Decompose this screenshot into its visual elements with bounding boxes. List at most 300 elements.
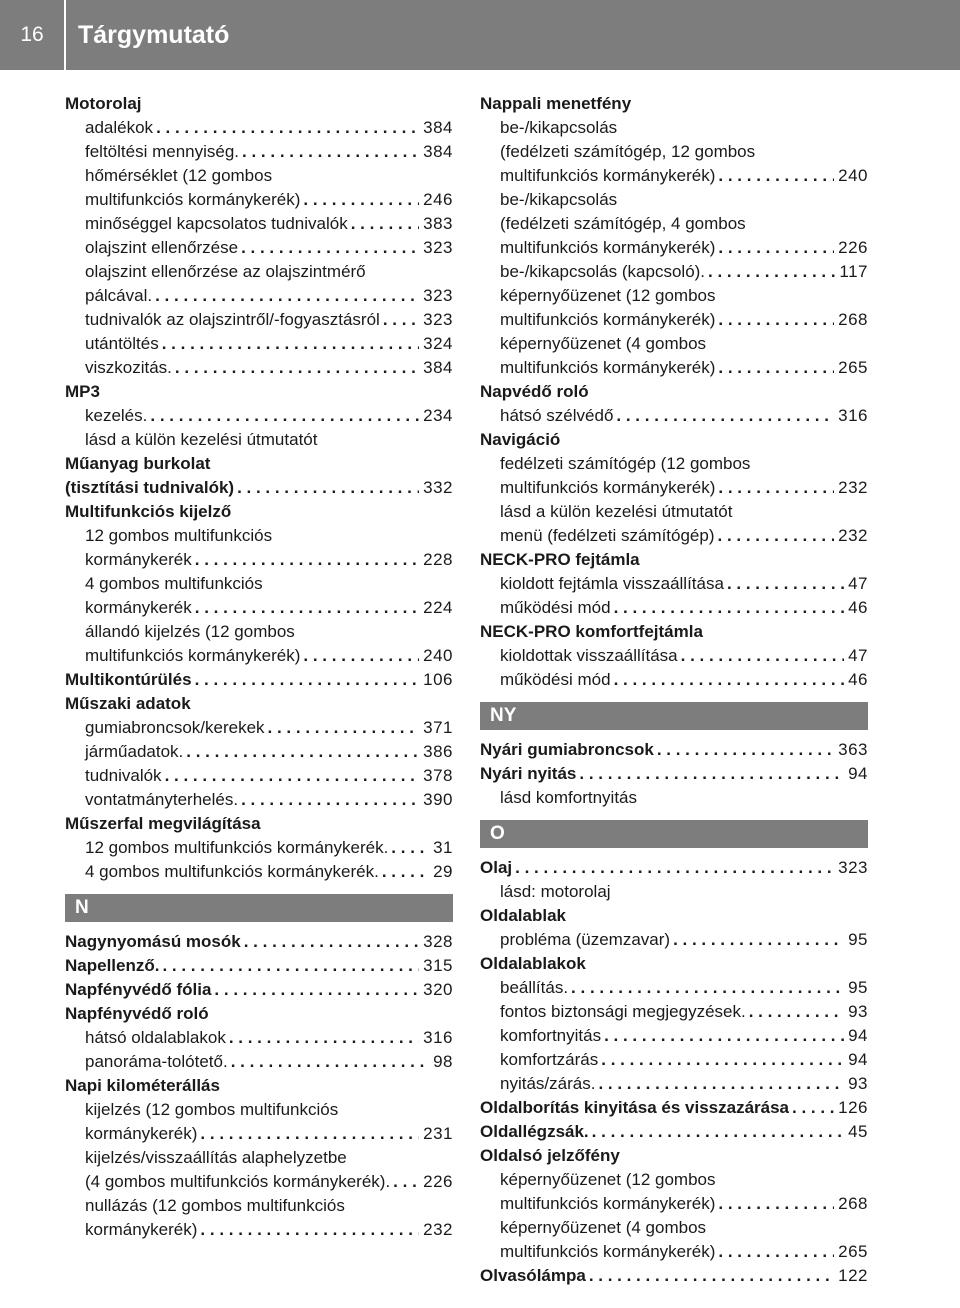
index-subentry <box>65 1146 453 1170</box>
index-subentry <box>480 404 868 428</box>
dot-leader <box>681 644 844 668</box>
entry-label: hátsó oldalablakok <box>85 1028 226 1047</box>
page-reference: 324 <box>423 334 453 353</box>
dot-leader <box>718 1240 834 1264</box>
page-header <box>0 0 960 70</box>
page-reference: 93 <box>848 1074 868 1093</box>
page-reference: 265 <box>838 358 868 377</box>
entry-label: Napi kilométerállás <box>65 1076 220 1095</box>
page-reference: 384 <box>423 358 453 377</box>
index-entry <box>65 668 453 692</box>
index-subentry <box>480 116 868 140</box>
page-reference: 390 <box>423 790 453 809</box>
page-reference: 31 <box>433 838 453 857</box>
dot-leader <box>241 236 419 260</box>
entry-label: menü (fedélzeti számítógép) <box>500 526 715 545</box>
entry-label: Műanyag burkolat <box>65 454 211 473</box>
entry-label: NECK-PRO komfortfejtámla <box>480 622 703 641</box>
dot-leader <box>391 836 429 860</box>
index-entry <box>480 548 868 572</box>
section-letter: O <box>480 820 868 848</box>
entry-label: Oldallégzsák. <box>480 1122 589 1141</box>
entry-label: tudnivalók <box>85 766 162 785</box>
page-reference: 106 <box>423 670 453 689</box>
index-subentry <box>480 668 868 692</box>
entry-label: Nyári nyitás <box>480 764 577 783</box>
index-subentry <box>65 260 453 284</box>
index-subentry <box>65 572 453 596</box>
entry-label: kezelés. <box>85 406 148 425</box>
page-reference: 234 <box>423 406 453 425</box>
entry-label: multifunkciós kormánykerék) <box>500 166 716 185</box>
dot-leader <box>749 1000 844 1024</box>
page-reference: 98 <box>433 1052 453 1071</box>
entry-label: képernyőüzenet (4 gombos <box>500 1218 707 1237</box>
page-reference: 46 <box>848 670 868 689</box>
dot-leader <box>155 284 419 308</box>
index-column-left <box>65 92 453 1242</box>
index-entry <box>480 1144 868 1168</box>
page-reference: 323 <box>423 286 453 305</box>
index-entry <box>480 1120 868 1144</box>
entry-label: működési mód <box>500 598 611 617</box>
entry-label: (fedélzeti számítógép, 12 gombos <box>500 142 756 161</box>
entry-label: feltöltési mennyiség. <box>85 142 240 161</box>
page-reference: 265 <box>838 1242 868 1261</box>
dot-leader <box>162 332 419 356</box>
index-subentry <box>65 1122 453 1146</box>
page-reference: 316 <box>838 406 868 425</box>
entry-label: adalékok <box>85 118 154 137</box>
entry-label: beállítás. <box>500 978 569 997</box>
section-letter: N <box>65 894 453 922</box>
entry-label: Multifunkciós kijelző <box>65 502 232 521</box>
index-subentry <box>480 1048 868 1072</box>
page-reference: 95 <box>848 930 868 949</box>
index-subentry <box>480 356 868 380</box>
dot-leader <box>718 308 834 332</box>
index-subentry <box>480 1072 868 1096</box>
entry-label: probléma (üzemzavar) <box>500 930 671 949</box>
page-reference: 384 <box>423 118 453 137</box>
entry-label: Napfényvédő fólia <box>65 980 212 999</box>
dot-leader <box>718 356 834 380</box>
dot-leader <box>598 1072 844 1096</box>
entry-label: komfortzárás <box>500 1050 599 1069</box>
entry-label: Oldalablak <box>480 906 566 925</box>
index-subentry <box>480 260 868 284</box>
index-subentry <box>65 212 453 236</box>
index-subentry <box>65 764 453 788</box>
entry-label: olajszint ellenőrzése <box>85 238 239 257</box>
page-reference: 315 <box>423 956 453 975</box>
index-subentry <box>65 1098 453 1122</box>
entry-label: be-/kikapcsolás <box>500 190 618 209</box>
dot-leader <box>571 976 844 1000</box>
index-column-right <box>480 92 868 1288</box>
entry-label: kijelzés (12 gombos multifunkciós <box>85 1100 339 1119</box>
dot-leader <box>515 856 834 880</box>
index-subentry <box>65 836 453 860</box>
page-reference: 328 <box>423 932 453 951</box>
index-subentry <box>65 716 453 740</box>
entry-label: NECK-PRO fejtámla <box>480 550 640 569</box>
entry-label: kioldottak visszaállítása <box>500 646 678 665</box>
page-reference: 323 <box>423 310 453 329</box>
page-reference: 240 <box>423 646 453 665</box>
index-subentry <box>65 860 453 884</box>
index-subentry <box>65 308 453 332</box>
entry-label: 12 gombos multifunkciós <box>85 526 273 545</box>
dot-leader <box>162 954 419 978</box>
entry-label: multifunkciós kormánykerék) <box>500 238 716 257</box>
index-entry <box>65 452 453 476</box>
entry-label: viszkozitás. <box>85 358 172 377</box>
dot-leader <box>244 930 419 954</box>
entry-label: multifunkciós kormánykerék) <box>500 478 716 497</box>
entry-label: Multikontúrülés <box>65 670 192 689</box>
index-subentry <box>65 140 453 164</box>
entry-label: Navigáció <box>480 430 561 449</box>
page-reference: 246 <box>423 190 453 209</box>
index-subentry <box>480 572 868 596</box>
dot-leader <box>718 1192 834 1216</box>
index-subentry <box>65 404 453 428</box>
entry-label: be-/kikapcsolás <box>500 118 618 137</box>
page-reference: 363 <box>838 740 868 759</box>
page-reference: 226 <box>423 1172 453 1191</box>
dot-leader <box>614 668 845 692</box>
index-entry <box>65 954 453 978</box>
dot-leader <box>616 404 834 428</box>
entry-label: gumiabroncsok/kerekek <box>85 718 265 737</box>
index-subentry <box>65 1218 453 1242</box>
index-subentry <box>480 236 868 260</box>
index-entry <box>480 620 868 644</box>
index-subentry <box>480 596 868 620</box>
index-subentry <box>480 188 868 212</box>
dot-leader <box>792 1096 834 1120</box>
dot-leader <box>657 738 834 762</box>
entry-label: kormánykerék <box>85 550 192 569</box>
entry-label: kioldott fejtámla visszaállítása <box>500 574 724 593</box>
page-reference: 122 <box>838 1266 868 1285</box>
entry-label: hátsó szélvédő <box>500 406 614 425</box>
entry-label: lásd: motorolaj <box>500 882 611 901</box>
entry-label: Nyári gumiabroncsok <box>480 740 654 759</box>
index-entry <box>480 428 868 452</box>
dot-leader <box>351 212 419 236</box>
entry-label: 12 gombos multifunkciós kormánykerék. <box>85 838 389 857</box>
page-reference: 45 <box>848 1122 868 1141</box>
dot-leader <box>708 260 835 284</box>
index-entry <box>65 500 453 524</box>
index-subentry <box>480 500 868 524</box>
entry-label: Olaj <box>480 858 513 877</box>
index-entry <box>480 380 868 404</box>
entry-label: Motorolaj <box>65 94 142 113</box>
dot-leader <box>241 788 419 812</box>
index-entry <box>480 856 868 880</box>
dot-leader <box>237 476 419 500</box>
entry-label: lásd a külön kezelési útmutatót <box>85 430 318 449</box>
dot-leader <box>214 978 419 1002</box>
page-reference: 383 <box>423 214 453 233</box>
entry-label: Oldalborítás kinyitása és visszazárása <box>480 1098 790 1117</box>
page-reference: 226 <box>838 238 868 257</box>
index-subentry <box>65 1026 453 1050</box>
index-subentry <box>65 164 453 188</box>
dot-leader <box>727 572 844 596</box>
dot-leader <box>303 188 419 212</box>
page-reference: 386 <box>423 742 453 761</box>
entry-label: pálcával. <box>85 286 153 305</box>
index-entry <box>480 738 868 762</box>
page-reference: 231 <box>423 1124 453 1143</box>
page-reference: 126 <box>838 1098 868 1117</box>
dot-leader <box>718 476 834 500</box>
page-reference: 232 <box>423 1220 453 1239</box>
dot-leader <box>579 762 844 786</box>
entry-label: lásd a külön kezelési útmutatót <box>500 502 733 521</box>
page-reference: 268 <box>838 310 868 329</box>
entry-label: multifunkciós kormánykerék) <box>85 646 301 665</box>
entry-label: Műszaki adatok <box>65 694 191 713</box>
page-reference: 240 <box>838 166 868 185</box>
entry-label: lásd komfortnyitás <box>500 788 637 807</box>
dot-leader <box>592 1120 844 1144</box>
index-entry <box>65 692 453 716</box>
index-subentry <box>480 644 868 668</box>
page-reference: 47 <box>848 574 868 593</box>
index-subentry <box>480 1192 868 1216</box>
index-subentry <box>65 548 453 572</box>
index-subentry <box>480 524 868 548</box>
page-reference: 378 <box>423 766 453 785</box>
page-reference: 332 <box>423 478 453 497</box>
dot-leader <box>175 356 419 380</box>
index-subentry <box>65 1050 453 1074</box>
entry-label: fontos biztonsági megjegyzések. <box>500 1002 746 1021</box>
page-reference: 316 <box>423 1028 453 1047</box>
entry-label: multifunkciós kormánykerék) <box>85 190 301 209</box>
page-reference: 117 <box>839 262 868 281</box>
page-title: Tárgymutató <box>78 21 230 49</box>
index-entry <box>65 930 453 954</box>
dot-leader <box>718 236 834 260</box>
index-subentry <box>480 164 868 188</box>
index-subentry <box>65 788 453 812</box>
entry-label: fedélzeti számítógép (12 gombos <box>500 454 751 473</box>
entry-label: Napvédő roló <box>480 382 589 401</box>
entry-label: Oldalablakok <box>480 954 586 973</box>
entry-label: járműadatok. <box>85 742 184 761</box>
entry-label: nyitás/zárás. <box>500 1074 596 1093</box>
dot-leader <box>589 1264 834 1288</box>
entry-label: multifunkciós kormánykerék) <box>500 310 716 329</box>
entry-label: Műszerfal megvilágítása <box>65 814 261 833</box>
entry-label: kormánykerék <box>85 598 192 617</box>
entry-label: Napfényvédő roló <box>65 1004 209 1023</box>
index-entry <box>65 1074 453 1098</box>
entry-label: panoráma-tolótető. <box>85 1052 228 1071</box>
entry-label: Nagynyomású mosók <box>65 932 241 951</box>
entry-label: nullázás (12 gombos multifunkciós <box>85 1196 345 1215</box>
entry-label: Nappali menetfény <box>480 94 632 113</box>
entry-label: utántöltés <box>85 334 159 353</box>
index-subentry <box>480 332 868 356</box>
dot-leader <box>195 596 419 620</box>
dot-leader <box>673 928 844 952</box>
entry-label: komfortnyitás <box>500 1026 602 1045</box>
entry-label: 4 gombos multifunkciós <box>85 574 263 593</box>
index-subentry <box>480 284 868 308</box>
page-reference: 46 <box>848 598 868 617</box>
entry-label: (fedélzeti számítógép, 4 gombos <box>500 214 746 233</box>
entry-label: hőmérséklet (12 gombos <box>85 166 273 185</box>
page-reference: 94 <box>848 1026 868 1045</box>
entry-label: képernyőüzenet (12 gombos <box>500 1170 716 1189</box>
dot-leader <box>200 1218 419 1242</box>
index-subentry <box>480 1024 868 1048</box>
index-entry <box>65 978 453 1002</box>
entry-label: 4 gombos multifunkciós kormánykerék. <box>85 862 379 881</box>
entry-label: állandó kijelzés (12 gombos <box>85 622 295 641</box>
entry-label: (tisztítási tudnivalók) <box>65 478 235 497</box>
index-subentry <box>65 332 453 356</box>
page-reference: 224 <box>423 598 453 617</box>
entry-label: kijelzés/visszaállítás alaphelyzetbe <box>85 1148 347 1167</box>
entry-label: vontatmányterhelés. <box>85 790 239 809</box>
index-entry <box>65 92 453 116</box>
entry-label: Napellenző. <box>65 956 160 975</box>
index-subentry <box>480 308 868 332</box>
index-subentry <box>480 1168 868 1192</box>
dot-leader <box>382 860 429 884</box>
page-reference: 29 <box>433 862 453 881</box>
section-letter: NY <box>480 702 868 730</box>
dot-leader <box>150 404 419 428</box>
index-entry <box>65 1002 453 1026</box>
index-subentry <box>65 116 453 140</box>
dot-leader <box>268 716 420 740</box>
page-reference: 94 <box>848 764 868 783</box>
dot-leader <box>718 164 834 188</box>
dot-leader <box>303 644 419 668</box>
page-reference: 228 <box>423 550 453 569</box>
entry-label: kormánykerék) <box>85 1124 198 1143</box>
index-subentry <box>480 476 868 500</box>
dot-leader <box>186 740 419 764</box>
entry-label: multifunkciós kormánykerék) <box>500 1242 716 1261</box>
page-reference: 384 <box>423 142 453 161</box>
entry-label: képernyőüzenet (12 gombos <box>500 286 716 305</box>
index-subentry <box>480 880 868 904</box>
index-subentry <box>65 356 453 380</box>
page-reference: 320 <box>423 980 453 999</box>
dot-leader <box>604 1024 844 1048</box>
page-reference: 94 <box>848 1050 868 1069</box>
index-subentry <box>480 212 868 236</box>
index-subentry <box>480 1240 868 1264</box>
entry-label: olajszint ellenőrzése az olajszintmérő <box>85 262 366 281</box>
page-reference: 323 <box>423 238 453 257</box>
dot-leader <box>229 1026 419 1050</box>
index-subentry <box>65 236 453 260</box>
page-reference: 323 <box>838 858 868 877</box>
entry-label: (4 gombos multifunkciós kormánykerék). <box>85 1172 391 1191</box>
entry-label: minőséggel kapcsolatos tudnivalók <box>85 214 348 233</box>
entry-label: működési mód <box>500 670 611 689</box>
entry-label: multifunkciós kormánykerék) <box>500 358 716 377</box>
index-entry <box>480 762 868 786</box>
index-entry <box>65 476 453 500</box>
index-subentry <box>480 1216 868 1240</box>
index-subentry <box>480 976 868 1000</box>
header-divider <box>64 0 66 70</box>
page-reference: 232 <box>838 526 868 545</box>
dot-leader <box>383 308 419 332</box>
index-subentry <box>480 140 868 164</box>
dot-leader <box>242 140 419 164</box>
dot-leader <box>393 1170 419 1194</box>
index-subentry <box>65 1170 453 1194</box>
entry-label: be-/kikapcsolás (kapcsoló). <box>500 262 706 281</box>
page-reference: 47 <box>848 646 868 665</box>
index-subentry <box>65 596 453 620</box>
entry-label: tudnivalók az olajszintről/-fogyasztásról <box>85 310 380 329</box>
index-subentry <box>65 620 453 644</box>
page-reference: 93 <box>848 1002 868 1021</box>
page-number: 16 <box>20 23 44 46</box>
dot-leader <box>195 668 420 692</box>
index-entry <box>65 380 453 404</box>
entry-label: multifunkciós kormánykerék) <box>500 1194 716 1213</box>
index-entry <box>480 1096 868 1120</box>
page-reference: 232 <box>838 478 868 497</box>
dot-leader <box>601 1048 844 1072</box>
page-reference: 371 <box>423 718 453 737</box>
index-subentry <box>480 452 868 476</box>
dot-leader <box>231 1050 429 1074</box>
entry-label: kormánykerék) <box>85 1220 198 1239</box>
dot-leader <box>156 116 419 140</box>
index-subentry <box>65 524 453 548</box>
index-subentry <box>65 644 453 668</box>
index-subentry <box>65 1194 453 1218</box>
entry-label: Oldalsó jelzőfény <box>480 1146 620 1165</box>
entry-label: Olvasólámpa <box>480 1266 586 1285</box>
index-entry <box>480 904 868 928</box>
index-subentry <box>65 428 453 452</box>
page-reference: 268 <box>838 1194 868 1213</box>
dot-leader <box>165 764 420 788</box>
index-entry <box>65 812 453 836</box>
index-subentry <box>65 740 453 764</box>
dot-leader <box>718 524 835 548</box>
entry-label: képernyőüzenet (4 gombos <box>500 334 707 353</box>
dot-leader <box>200 1122 419 1146</box>
index-subentry <box>65 284 453 308</box>
index-entry <box>480 92 868 116</box>
page-reference: 95 <box>848 978 868 997</box>
index-entry <box>480 952 868 976</box>
index-subentry <box>480 1000 868 1024</box>
dot-leader <box>614 596 845 620</box>
index-subentry <box>65 188 453 212</box>
entry-label: MP3 <box>65 382 100 401</box>
dot-leader <box>195 548 419 572</box>
